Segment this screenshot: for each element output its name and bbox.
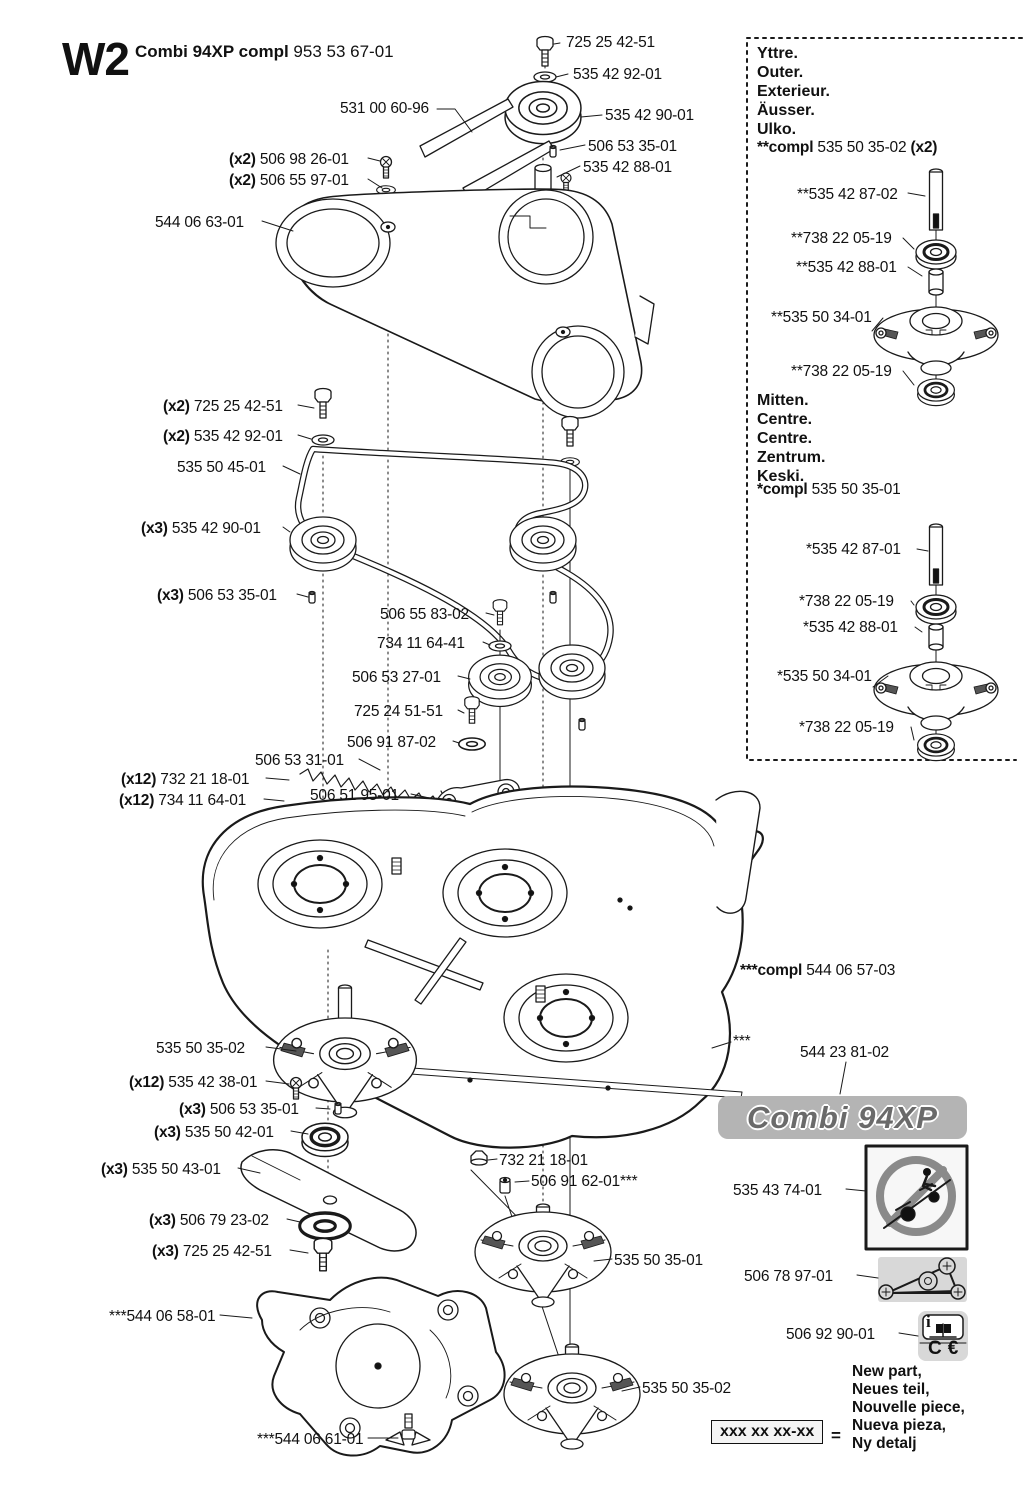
part-label: 725 24 51-51: [354, 703, 443, 720]
part-label: ***544 06 61-01: [257, 1431, 364, 1448]
part-label: (x3) 506 53 35-01: [157, 587, 277, 604]
part-label: 506 53 35-01: [588, 138, 677, 155]
center-languages: Mitten. Centre. Centre. Zentrum. Keski.: [757, 392, 826, 485]
part-label: (x3) 506 53 35-01: [179, 1101, 299, 1118]
part-label: 506 53 31-01: [255, 752, 344, 769]
part-label: 544 23 81-02: [800, 1044, 889, 1061]
part-label: *738 22 05-19: [799, 719, 894, 736]
part-label: 506 51 95-01: [310, 787, 399, 804]
part-label: (x3) 725 25 42-51: [152, 1243, 272, 1260]
part-label: **compl 535 50 35-02 (x2): [757, 139, 938, 156]
part-number-placeholder-box: xxx xx xx-xx: [711, 1420, 823, 1444]
part-label: 732 21 18-01: [499, 1152, 588, 1169]
part-label: (x12) 732 21 18-01: [121, 771, 250, 788]
part-label: 506 55 83-02: [380, 606, 469, 623]
part-label: 544 06 63-01: [155, 214, 244, 231]
part-label: (x3) 535 42 90-01: [141, 520, 261, 537]
part-label: ***: [733, 1033, 751, 1050]
part-label: (x12) 535 42 38-01: [129, 1074, 258, 1091]
part-label: 535 50 35-02: [156, 1040, 245, 1057]
part-label: 535 50 35-02: [642, 1380, 731, 1397]
part-label: (x2) 535 42 92-01: [163, 428, 283, 445]
part-label: (x3) 506 79 23-02: [149, 1212, 269, 1229]
part-label: (x12) 734 11 64-01: [119, 792, 247, 809]
part-label: *535 50 34-01: [777, 668, 872, 685]
part-label: 734 11 64-41: [377, 635, 465, 652]
page-code: W2: [62, 33, 129, 85]
outer-languages: Yttre. Outer. Exterieur. Äusser. Ulko.: [757, 45, 830, 138]
logo-text: Combi 94XP: [747, 1099, 938, 1135]
part-label: (x2) 725 25 42-51: [163, 398, 283, 415]
ce-mark: C€: [928, 1338, 965, 1359]
part-label: (x3) 535 50 43-01: [101, 1161, 221, 1178]
part-label: (x3) 535 50 42-01: [154, 1124, 274, 1141]
part-label: 535 50 45-01: [177, 459, 266, 476]
part-label: 535 42 90-01: [605, 107, 694, 124]
part-label: **738 22 05-19: [791, 230, 892, 247]
part-label: 535 42 92-01: [573, 66, 662, 83]
equals-sign: =: [831, 1426, 841, 1445]
part-label: 506 78 97-01: [744, 1268, 833, 1285]
part-label: **535 50 34-01: [771, 309, 872, 326]
part-label: *compl 535 50 35-01: [757, 481, 901, 498]
part-label: 506 92 90-01: [786, 1326, 875, 1343]
part-label: **535 42 87-02: [797, 186, 898, 203]
part-label: 725 25 42-51: [566, 34, 655, 51]
part-label: 506 53 27-01: [352, 669, 441, 686]
part-label: **738 22 05-19: [791, 363, 892, 380]
part-label: (x2) 506 55 97-01: [229, 172, 349, 189]
part-label: *535 42 87-01: [806, 541, 901, 558]
model-title: Combi 94XP compl: [135, 42, 289, 61]
part-label: ***544 06 58-01: [109, 1308, 216, 1325]
part-label: (x2) 506 98 26-01: [229, 151, 349, 168]
new-part-legend: New part, Neues teil, Nouvelle piece, Nueva pieza, Ny detalj: [852, 1363, 965, 1452]
part-label: **535 42 88-01: [796, 259, 897, 276]
info-icon: i: [926, 1312, 931, 1331]
part-label: 535 42 88-01: [583, 159, 672, 176]
combi-94xp-logo: [718, 1096, 967, 1139]
part-label: ***compl 544 06 57-03: [740, 962, 896, 979]
part-label: 506 91 87-02: [347, 734, 436, 751]
assembly-number: 953 53 67-01: [293, 42, 394, 61]
part-label: 535 43 74-01: [733, 1182, 822, 1199]
part-label: 531 00 60-96: [340, 100, 429, 117]
part-label: *738 22 05-19: [799, 593, 894, 610]
part-label: 506 91 62-01***: [531, 1173, 638, 1190]
part-label: *535 42 88-01: [803, 619, 898, 636]
part-label: 535 50 35-01: [614, 1252, 703, 1269]
page-header: [62, 33, 394, 85]
